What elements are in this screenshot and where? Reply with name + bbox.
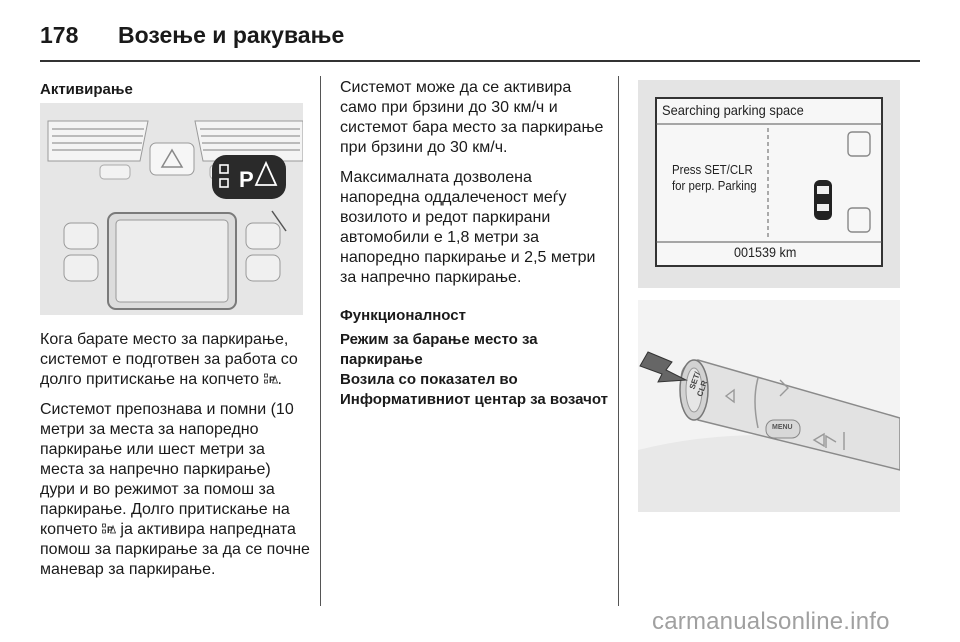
paragraph-max-distance: Максималната дозволена напоредна оддалеченост меѓу возилото и редот паркирани автомобили е 1,8 метри за напоредно паркирање и 2,5 метри за напречно паркирање. <box>340 169 596 286</box>
display-title: Searching parking space <box>662 102 804 118</box>
paragraph-activation-long-press: Кога барате место за паркирање, системот е подготвен за работа со долго притискање на копчето P . <box>40 331 298 388</box>
section-heading-functionality: Функционалност <box>340 307 466 324</box>
paragraph-system-memory: Системот препознава и помни (10 метри за места за напоредно паркирање или шест метри за места за напречно паркирање) дури и во режимот за помош за паркирање. Долго притискање на копчето P ја активира напредната помош за паркирање за да се почне маневар за паркирање. <box>40 401 310 578</box>
display-line-press-set-clr: Press SET/CLR <box>672 162 753 177</box>
middle-column <box>340 78 608 420</box>
column-separator-1 <box>320 76 321 606</box>
left-column <box>40 80 305 100</box>
page-number: 178 <box>40 22 79 48</box>
page-title: Возење и ракување <box>118 22 345 48</box>
paragraph-speed-limit: Системот може да се активира само при брзини до 30 км/ч и системот бара место за паркирање при брзини до 30 км/ч. <box>340 79 604 156</box>
left-column-body <box>40 330 310 590</box>
driver-info-display-illustration <box>638 80 900 288</box>
subheading-vehicles-dic: Возила со показател во Информативниот центар за возачот <box>340 371 608 408</box>
display-odometer: 001539 km <box>734 244 797 260</box>
svg-text:P: P <box>268 375 275 385</box>
subheading-search-mode: Режим за барање место за паркирање <box>340 331 538 368</box>
parking-assist-icon <box>264 373 278 385</box>
watermark: carmanualsonline.info <box>652 608 890 635</box>
stalk-clr-label: CLR <box>695 379 710 398</box>
parking-assist-icon <box>102 523 116 535</box>
svg-text:P: P <box>106 525 113 535</box>
header-rule <box>40 60 920 62</box>
display-line-perp-parking: for perp. Parking <box>672 178 757 193</box>
page-header <box>40 14 920 58</box>
column-separator-2 <box>618 76 619 606</box>
section-heading-activation: Активирање <box>40 81 133 98</box>
svg-text:P: P <box>239 167 254 192</box>
stalk-set-label: SET/ <box>687 370 703 391</box>
stalk-menu-label: MENU <box>772 424 793 431</box>
dashboard-illustration <box>40 103 303 315</box>
turn-signal-stalk-illustration <box>638 300 900 512</box>
